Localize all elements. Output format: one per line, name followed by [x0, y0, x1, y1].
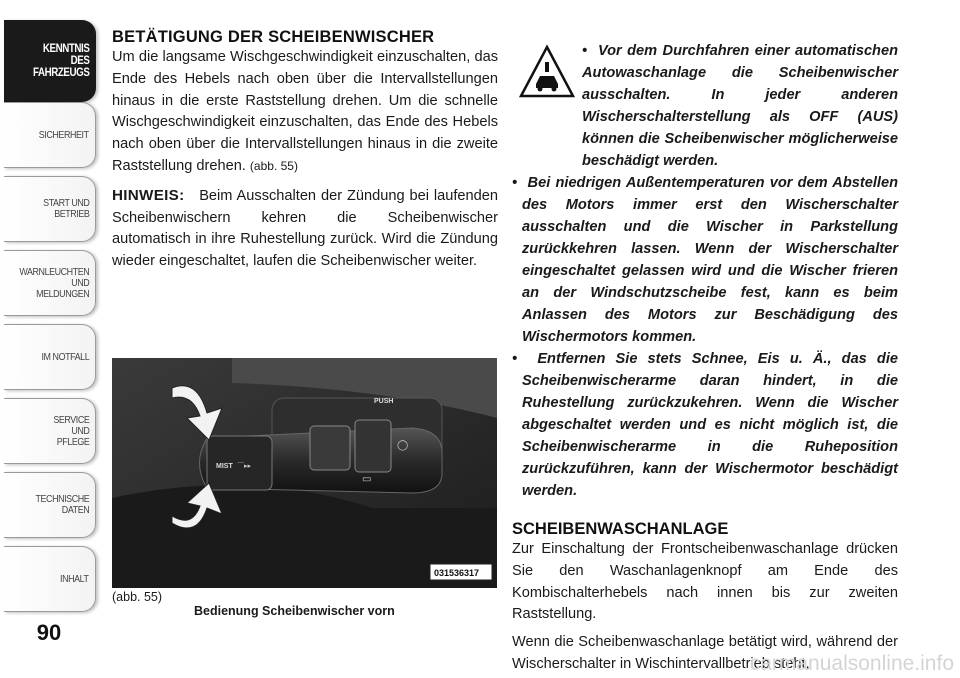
- section-heading-washer: SCHEIBENWASCHANLAGE: [512, 520, 729, 538]
- note-text: Beim Ausschalten der Zündung bei laufenden Scheibenwischern kehren die Scheibenwischer automatisch in ihre Ruhestellung zurück. Wird die Zündung wieder eingeschaltet, laufen die Scheibenwischer weiter.: [112, 187, 498, 270]
- wiper-text: Um die langsame Wischgeschwindigkeit einzuschalten, das Ende des Hebels nach oben über die Intervallstellungen hinaus in die erste Raststellung drehen. Um die schnelle Wischgeschwindigkeit einzuschalten, das Ende des Hebels nach oben über die Intervallstellungen hinaus in die zweite Raststellung drehen.: [112, 49, 498, 174]
- figure-caption: Bedienung Scheibenwischer vorn: [194, 604, 395, 618]
- note-paragraph: [112, 185, 498, 273]
- tab-label: WARNLEUCHTEN UND MELDUNGEN: [19, 265, 89, 300]
- tab-label: IM NOTFALL: [41, 350, 89, 363]
- tab-kenntnis-des-fahrzeugs[interactable]: [4, 20, 96, 102]
- chapter-tabs: [0, 0, 98, 678]
- figure-code: 031536317: [434, 568, 480, 578]
- figure-reference: (abb. 55): [249, 158, 298, 173]
- wiper-stalk-figure: [112, 358, 497, 588]
- warning-text-1: Vor dem Durchfahren einer automatischen Autowaschanlage die Scheibenwischer ausschalten. In jeder anderen Wischerschalterstellung als OFF (AUS) können die Scheibenwischer möglicherweise beschädigt werden.: [582, 43, 899, 169]
- tab-label: SERVICE UND PFLEGE: [52, 413, 89, 448]
- warning-bullet-3: • Entfernen Sie stets Schnee, Eis u. Ä., das die Scheibenwischerarme daran hindert, in die Ruhestellung zurückzukehren. Wenn die Wischer abgeschaltet werden und es nicht möglich ist, die Scheibenwischerarme in die Ruheposition zurückzuführen, kann der Wischermotor beschädigt werden.: [512, 351, 898, 499]
- warning-box: [512, 40, 898, 502]
- svg-text:▭: ▭: [362, 474, 372, 485]
- warning-text-2: Bei niedrigen Außentemperaturen vor dem Abstellen des Motors immer erst den Wischerschalter ausschalten und die Wischer in Parkstellung zurückkehren lassen. Wenn der Wischerschalter eingeschaltet gelassen wird und die Wischer frieren an der Windschutzscheibe fest, kann es beim Anlassen des Motors zur Beschädigung des Wischermotors kommen.: [522, 175, 898, 345]
- washer-paragraph-2: Wenn die Scheibenwaschanlage betätigt wird, während der Wischerschalter in Wischintervallbetrieb steht,: [512, 634, 898, 672]
- page-number: 90: [36, 620, 62, 645]
- section-heading-wiper: BETÄTIGUNG DER SCHEIBENWISCHER: [112, 28, 435, 46]
- tab-label: INHALT: [60, 572, 89, 585]
- tab-label: START UND BETRIEB: [42, 197, 89, 220]
- tab-im-notfall[interactable]: [4, 324, 96, 390]
- tab-technische-daten[interactable]: [4, 472, 96, 538]
- mist-label: MIST: [216, 463, 233, 470]
- wiper-stalk-illustration: [112, 358, 497, 588]
- tab-warnleuchten[interactable]: [4, 250, 96, 316]
- tab-label: TECHNISCHE DATEN: [35, 493, 89, 516]
- tab-inhalt[interactable]: [4, 546, 96, 612]
- left-column: [112, 28, 498, 273]
- push-label: PUSH: [374, 398, 394, 405]
- tab-label: KENNTNIS DES FAHRZEUGS: [32, 43, 89, 79]
- right-column: [512, 40, 898, 676]
- svg-text:◯: ◯: [397, 440, 409, 451]
- warning-text-3: Entfernen Sie stets Schnee, Eis u. Ä., das die Scheibenwischerarme daran hindert, in die Ruhestellung zurückzukehren. Wenn die Wischer abgeschaltet werden und es nicht möglich ist, die Scheibenwischerarme in die Ruheposition zurückzuführen, kann der Wischermotor beschädigt werden.: [522, 351, 898, 499]
- tab-label: SICHERHEIT: [39, 128, 89, 141]
- warning-bullet-1: • Vor dem Durchfahren einer automatischen Autowaschanlage die Scheibenwischer ausschalten. In jeder anderen Wischerschalterstellung als OFF (AUS) können die Scheibenwischer möglicherweise beschädigt werden.: [582, 43, 899, 169]
- washer-paragraph-1: Zur Einschaltung der Frontscheibenwaschanlage drücken Sie den Waschanlagenknopf am Ende des Kombischalterhebels nach innen bis zur zweiten Raststellung.: [512, 541, 898, 623]
- tab-service-und-pflege[interactable]: [4, 398, 96, 464]
- tab-sicherheit[interactable]: [4, 102, 96, 168]
- warning-bullet-2: • Bei niedrigen Außentemperaturen vor dem Abstellen des Motors immer erst den Wischerschalter ausschalten und die Wischer in Parkstellung zurückkehren lassen. Wenn der Wischerschalter eingeschaltet gelassen wird und die Wischer frieren an der Windschutzscheibe fest, kann es beim Anlassen des Motors zur Beschädigung des Wischermotors kommen.: [512, 175, 898, 345]
- tab-start-und-betrieb[interactable]: [4, 176, 96, 242]
- watermark: carmanualsonline.info: [749, 652, 954, 675]
- svg-text:⌒▸▸: ⌒▸▸: [237, 463, 252, 470]
- wiper-paragraph: [112, 47, 498, 178]
- figure-ref-label: (abb. 55): [112, 590, 163, 604]
- note-label: HINWEIS:: [112, 186, 185, 204]
